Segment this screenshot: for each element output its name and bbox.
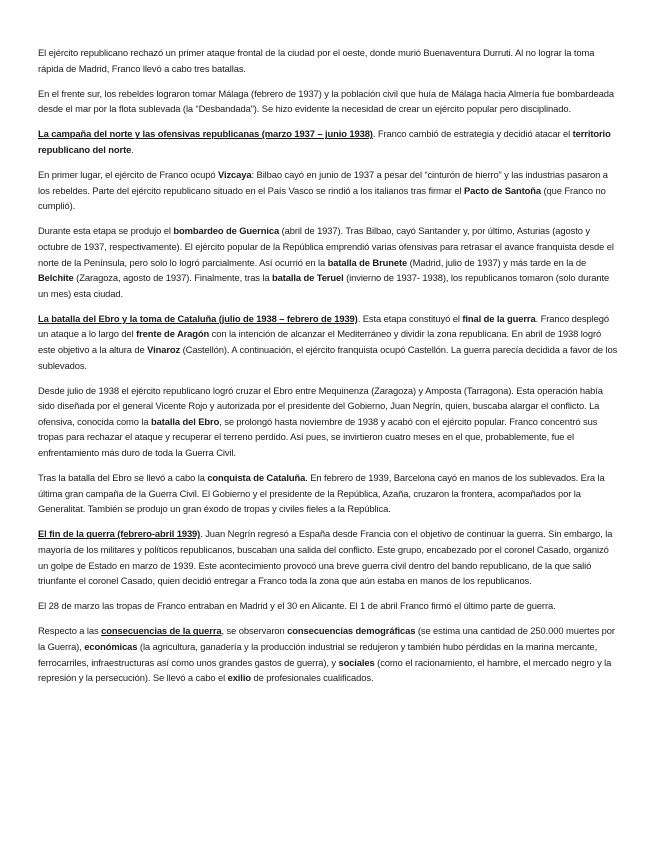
text-run: El 28 de marzo las tropas de Franco entraban en Madrid y el 30 en Alicante. El 1 de abril Franco firmó el último parte de guerra. [38, 600, 556, 612]
text-run: . Franco desplegó un ataque a lo largo del [38, 312, 609, 340]
text-run: (abril de 1937). Tras Bilbao, cayó Santander y, por último, Asturias (agosto y octubre de 1937, respectivamente). El ejército popular de la República emprendió varias ofensivas para retrasar el avance franquista desde el norte de la Península, pero solo lo logró parcialmente. Así ocurrió en la [38, 225, 614, 268]
paragraph [38, 623, 619, 685]
text-run: El ejército republicano rechazó un primer ataque frontal de la ciudad por el oeste, donde murió Buenaventura Durruti. Al no lograr la toma rápida de Madrid, Franco llevó a cabo tres batallas. [38, 47, 595, 74]
section-heading: El fin de la guerra (febrero-abril 1939) [38, 528, 201, 540]
paragraph [38, 126, 619, 157]
text-run: con la intención de alcanzar el Mediterráneo y dividir la zona republicana. En abril de 1938 logró este objetivo a la altura de [38, 328, 602, 355]
bold-term: sociales [338, 656, 375, 668]
section-heading: La batalla del Ebro y la toma de Cataluña (julio de 1938 – febrero de 1939) [38, 312, 358, 324]
bold-term: Pacto de Santoña [463, 184, 541, 196]
text-run: : Bilbao cayó en junio de 1937 a pesar del “cinturón de hierro” y las industrias pasaron a los rebeldes. Parte del ejército republicano situado en el País Vasco se rindió a los italianos tras firmar el [38, 169, 608, 196]
text-run: . Esta etapa constituyó el [357, 312, 463, 324]
text-run: . Franco cambió de estrategia y decidió atacar el [372, 128, 573, 140]
paragraph [38, 311, 619, 373]
bold-term: batalla de Teruel [272, 272, 344, 284]
text-run: . En febrero de 1939, Barcelona cayó en manos de los sublevados. Era la última gran campaña de la Guerra Civil. El Gobierno y el presidente de la República, Azaña, cruzaron la frontera, acompañados por la Generalitat. También se produjo un gran éxodo de tropas y civiles fieles a la República. [38, 472, 605, 515]
bold-term: económicas [84, 641, 138, 652]
text-run: , se prolongó hasta noviembre de 1938 y acabó con el ejército popular. Franco concentró sus tropas para rechazar el ataque y recuperar el terreno perdido. Así pues, se invirtieron cuatro meses en el que, probablemente, fue el enfrentamiento más duro de toda la Guerra Civil. [38, 415, 598, 459]
text-run: (se estima una cantidad de 250.000 muertes por la Guerra), [38, 625, 615, 652]
section-heading: La campaña del norte y las ofensivas republicanas (marzo 1937 – junio 1938) [38, 128, 373, 140]
paragraph [38, 223, 619, 301]
text-run: Durante esta etapa se produjo el [38, 225, 174, 237]
paragraph [38, 167, 619, 214]
text-run: . [131, 143, 134, 155]
bold-term: exilio [227, 672, 251, 684]
bold-term: bombardeo de Guernica [173, 225, 280, 237]
text-run: (Zaragoza, agosto de 1937). Finalmente, tras la [73, 272, 273, 284]
text-run: (la agricultura, ganadería y la producción industrial se redujeron y también hubo pérdidas en la marina mercante, ferrocarriles, infraestructuras así como unos grandes gastos de guerra), y [38, 641, 598, 668]
bold-term: final de la guerra [462, 312, 536, 324]
bold-term: Belchite [38, 272, 74, 284]
text-run: En el frente sur, los rebeldes lograron tomar Málaga (febrero de 1937) y la población civil que huía de Málaga hacia Almería fue bombardeada desde el mar por la flota sublevada (la “Desbandada”). Se hizo evidente la necesidad de crear un ejército popular pero disciplinado. [38, 87, 614, 115]
paragraph [38, 598, 619, 614]
text-run: . Juan Negrín regresó a España desde Francia con el objetivo de continuar la guerra. Sin embargo, la mayoría de los militares y políticos republicanos, buscaban una salida del conflicto. Este grupo, encabezado por el coronel Casado, organizó un golpe de Estado en marzo de 1939. Este acontecimiento provocó una breve guerra civil dentro del bando republicano, de la que salió triunfante el coronel Casado, quien decidió entregar a Franco toda la zona que aún estaba en manos de los republicanos. [38, 528, 613, 587]
document-body [38, 45, 619, 686]
text-run: (Madrid, julio de 1937) y más tarde en la de [407, 256, 587, 268]
text-run: (Castellón). A continuación, el ejército franquista ocupó Castellón. La guerra parecía decidida a favor de los sublevados. [38, 344, 618, 371]
bold-term: Vizcaya [217, 169, 252, 181]
bold-term: conquista de Cataluña [207, 472, 306, 484]
bold-term: frente de Aragón [136, 328, 210, 340]
bold-term: consecuencias demográficas [287, 625, 416, 637]
paragraph [38, 526, 619, 588]
text-run: Tras la batalla del Ebro se llevó a cabo la [38, 472, 208, 484]
text-run: Desde julio de 1938 el ejército republicano logró cruzar el Ebro entre Mequinenza (Zaragoza) y Amposta (Tarragona). Esta operación había sido diseñada por el general Vicente Rojo y autorizada por el presidente del Gobierno, Juan Negrín, quien, buscaba alargar el conflicto. La ofensiva, conocida como la [38, 384, 603, 427]
text-run: (como el racionamiento, el hambre, el mercado negro y la represión y la persecución). Se llevó a cabo el [38, 656, 612, 684]
text-run: En primer lugar, el ejército de Franco ocupó [38, 169, 218, 181]
bold-term: batalla de Brunete [327, 256, 408, 268]
section-heading: consecuencias de la guerra [101, 625, 222, 637]
text-run: (invierno de 1937- 1938), los republicanos tomaron (solo durante un mes) esta ciudad. [38, 272, 610, 299]
text-run: , se observaron [221, 625, 288, 637]
paragraph [38, 470, 619, 517]
paragraph [38, 86, 619, 117]
text-run: de profesionales cualificados. [250, 672, 374, 684]
text-run: (que Franco no cumplió). [38, 184, 606, 212]
text-run: Respecto a las [38, 625, 102, 637]
paragraph [38, 45, 619, 76]
bold-term: territorio republicano del norte [38, 128, 611, 155]
bold-term: batalla del Ebro [151, 415, 220, 427]
bold-term: Vinaroz [147, 344, 181, 355]
paragraph [38, 383, 619, 461]
